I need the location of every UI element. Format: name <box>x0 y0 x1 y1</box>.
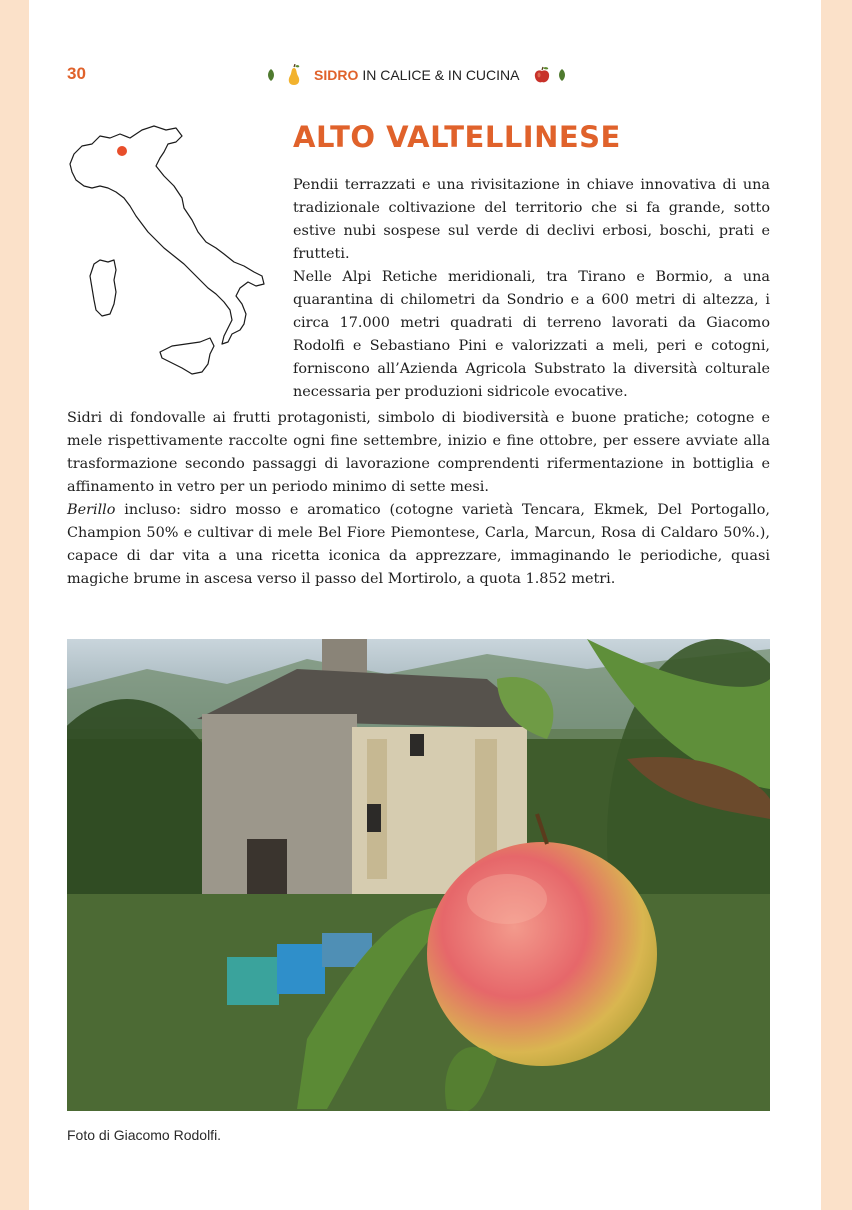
sardinia-outline <box>90 260 116 316</box>
article-intro-column <box>293 174 770 404</box>
leaf-icon <box>557 68 567 82</box>
pear-icon <box>286 64 302 86</box>
product-description: incluso: sidro mosso e aromatico (cotogne varietà Tencara, Ekmek, Del Portogallo, Champion 50% e cultivar di mele Bel Fiore Piemontese, Carla, Marcun, Rosa di Caldaro 50%.), capace di dar vita a una ricetta iconica da apprezzare, immaginando le periodiche, quasi magiche brume in ascesa verso il passo del Mortirolo, a quota 1.852 metri. <box>67 502 770 587</box>
product-name: Berillo <box>67 502 116 518</box>
running-header <box>266 62 567 88</box>
publication-subtitle: IN CALICE & IN CUCINA <box>362 67 520 83</box>
leaf-icon <box>266 68 276 82</box>
article-body <box>67 407 770 591</box>
production-paragraph: Sidri di fondovalle ai frutti protagonisti, simbolo di biodiversità e buone pratiche; cotogne e mele rispettivamente raccolte ogni fine settembre, inizio e fine ottobre, per essere avviate alla trasformazione secondo passaggi di lavorazione comprendenti rifermentazione in bottiglia e affinamento in vetro per un periodo minimo di sette mesi. <box>67 410 770 495</box>
brand-name: SIDRO <box>314 67 359 83</box>
right-margin-band <box>821 0 852 1210</box>
italy-map <box>64 124 270 380</box>
page-number: 30 <box>67 64 86 83</box>
photo-caption: Foto di Giacomo Rodolfi. <box>67 1127 222 1143</box>
product-paragraph <box>67 499 770 591</box>
sicily-outline <box>160 338 214 374</box>
apple-icon <box>533 66 551 84</box>
intro-paragraph: Pendii terrazzati e una rivisitazione in chiave innovativa di una tradizionale coltivazione del territorio che si fa grande, sotto estive nubi sospese sul verde di declivi erbosi, boschi, prati e frutteti. <box>293 177 770 262</box>
location-paragraph: Nelle Alpi Retiche meridionali, tra Tirano e Bormio, a una quarantina di chilometri da Sondrio e a 600 metri di altezza, i circa 17.000 metri quadrati di terreno lavorati da Giacomo Rodolfi e Sebastiano Pini e valorizzati a meli, peri e cotogni, forniscono all’Azienda Agricola Substrato la diversità colturale necessaria per produzioni sidricole evocative. <box>293 269 770 400</box>
photo-apple-and-farmhouse <box>67 639 770 1111</box>
italy-mainland-outline <box>70 126 264 344</box>
article-title: ALTO VALTELLINESE <box>293 120 621 154</box>
location-marker <box>117 146 127 156</box>
left-margin-band <box>0 0 29 1210</box>
